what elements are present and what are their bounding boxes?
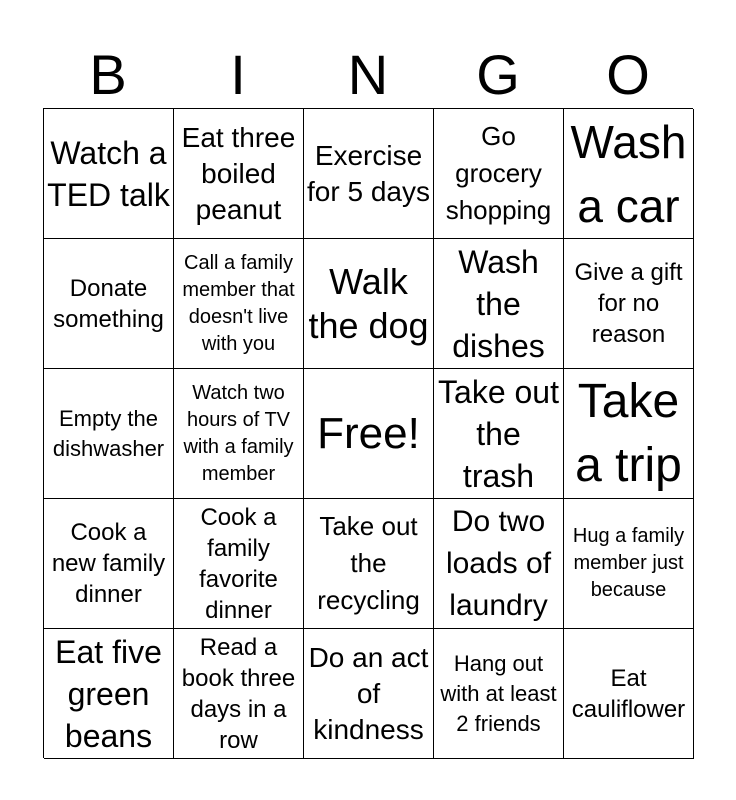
bingo-cell-o2[interactable] [564, 239, 694, 369]
cell-text: Free! [317, 408, 420, 458]
cell-text: Wash a car [570, 115, 687, 232]
cell-text: Exercise for 5 days [307, 139, 430, 207]
bingo-cell-n2[interactable] [304, 239, 434, 369]
bingo-cell-o5[interactable] [564, 629, 694, 759]
bingo-cell-g1[interactable] [434, 109, 564, 239]
cell-text: Take out the trash [438, 373, 559, 494]
bingo-cell-g4[interactable] [434, 499, 564, 629]
cell-text: Eat three boiled peanut [181, 121, 296, 225]
bingo-cell-b5[interactable] [44, 629, 174, 759]
bingo-cell-b2[interactable] [44, 239, 174, 369]
cell-text: Empty the dishwasher [52, 405, 165, 461]
cell-text: Cook a family favorite dinner [199, 503, 278, 624]
bingo-cell-b4[interactable] [44, 499, 174, 629]
cell-text: Eat five green beans [55, 633, 162, 754]
header-letter-i: I [230, 43, 246, 106]
cell-text: Walk the dog [308, 260, 429, 346]
cell-text: Go grocery shopping [445, 121, 552, 225]
cell-text: Call a family member that doesn't live with you [182, 251, 295, 355]
bingo-cell-n1[interactable] [304, 109, 434, 239]
header-letter-n: N [347, 43, 389, 106]
header-letter-g: G [476, 43, 520, 106]
cell-text: Take a trip [575, 374, 682, 492]
cell-text: Do an act of kindness [308, 641, 429, 745]
cell-text: Give a gift for no reason [574, 259, 683, 348]
bingo-cell-b1[interactable] [44, 109, 174, 239]
cell-text: Cook a new family dinner [51, 519, 166, 608]
cell-text: Eat cauliflower [571, 664, 686, 723]
bingo-cell-o3[interactable] [564, 369, 694, 499]
bingo-cell-i3[interactable] [174, 369, 304, 499]
bingo-cell-i5[interactable] [174, 629, 304, 759]
bingo-header [43, 44, 693, 106]
cell-text: Watch a TED talk [47, 134, 170, 213]
cell-text: Do two loads of laundry [445, 504, 552, 622]
bingo-cell-g3[interactable] [434, 369, 564, 499]
header-letter-o: O [606, 43, 650, 106]
bingo-cell-g5[interactable] [434, 629, 564, 759]
bingo-cell-g2[interactable] [434, 239, 564, 369]
cell-text: Hug a family member just because [572, 525, 685, 601]
bingo-cell-n4[interactable] [304, 499, 434, 629]
bingo-cell-n5[interactable] [304, 629, 434, 759]
bingo-cell-free[interactable] [304, 369, 434, 499]
bingo-cell-i2[interactable] [174, 239, 304, 369]
cell-text: Donate something [53, 274, 164, 333]
bingo-cell-i4[interactable] [174, 499, 304, 629]
bingo-cell-o1[interactable] [564, 109, 694, 239]
bingo-cell-o4[interactable] [564, 499, 694, 629]
bingo-cell-i1[interactable] [174, 109, 304, 239]
cell-text: Watch two hours of TV with a family member [183, 381, 294, 485]
cell-text: Take out the recycling [317, 511, 420, 615]
header-letter-b: B [89, 43, 127, 106]
bingo-cell-b3[interactable] [44, 369, 174, 499]
cell-text: Wash the dishes [452, 243, 545, 364]
bingo-board [43, 108, 693, 758]
cell-text: Read a book three days in a row [181, 633, 296, 754]
cell-text: Hang out with at least 2 friends [440, 650, 557, 736]
